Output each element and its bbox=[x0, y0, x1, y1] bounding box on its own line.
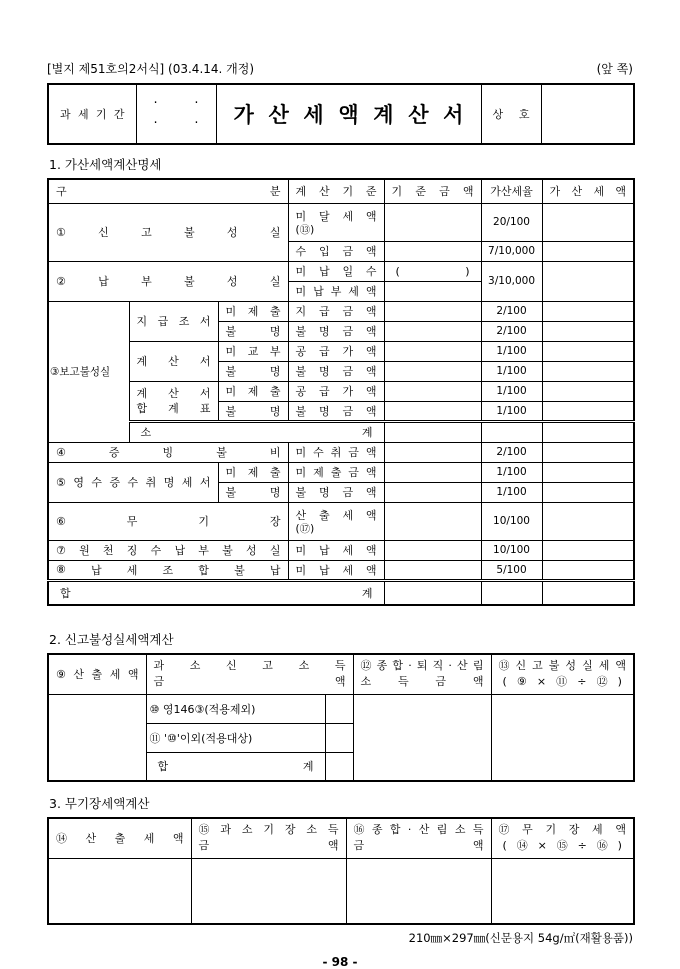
rate-cell: 10/100 bbox=[481, 502, 542, 540]
base-amount-field bbox=[384, 560, 481, 580]
calc-basis-cell: 불 명 금 액 bbox=[288, 482, 384, 502]
table-header-row bbox=[48, 818, 634, 858]
base-amount-field bbox=[384, 361, 481, 381]
table-header-row bbox=[48, 179, 634, 203]
col-header-total-income: ⑫ 종 합 · 퇴 직 · 산 림 소 득 금 액 bbox=[353, 654, 491, 694]
no-bookkeeping-calc-table bbox=[47, 817, 635, 925]
business-name-label: 상 호 bbox=[492, 108, 530, 121]
form-sheet bbox=[47, 0, 633, 969]
calc-basis-cell: 공 급 가 액 bbox=[288, 381, 384, 401]
table-row bbox=[48, 301, 634, 321]
rate-cell: 2/100 bbox=[481, 301, 542, 321]
penalty-amount-field bbox=[542, 502, 634, 540]
paper-spec-note: 210㎜×297㎜(신문용지 54g/㎡(재활용품)) bbox=[408, 931, 633, 945]
tax-period-dots-line1: · · bbox=[153, 96, 199, 111]
rate-cell: 1/100 bbox=[481, 401, 542, 421]
underreporting-penalty-field bbox=[491, 694, 634, 781]
type-label: 미 제 출 bbox=[218, 462, 288, 482]
col-header-computed-tax: ⑨ 산 출 세 액 bbox=[48, 654, 146, 694]
page-side-label: (앞 쪽) bbox=[596, 62, 633, 76]
tax-period-label: 과 세 기 간 bbox=[60, 108, 125, 121]
rate-cell: 7/10,000 bbox=[481, 241, 542, 261]
penalty-amount-field bbox=[542, 442, 634, 462]
base-amount-field bbox=[384, 421, 481, 442]
computed-tax-field bbox=[48, 694, 146, 781]
rate-cell: 1/100 bbox=[481, 482, 542, 502]
penalty-amount-field bbox=[542, 301, 634, 321]
base-amount-field bbox=[384, 540, 481, 560]
col-header-rate: 가산세율 bbox=[481, 179, 542, 203]
table-row bbox=[48, 381, 634, 401]
table-row bbox=[48, 502, 634, 540]
penalty-amount-field bbox=[542, 341, 634, 361]
penalty-amount-field bbox=[542, 321, 634, 341]
tax-period-dots-line2: · · bbox=[153, 116, 199, 131]
rate-cell: 10/100 bbox=[481, 540, 542, 560]
table-row bbox=[48, 694, 634, 723]
col-header-underreporting-penalty: ⑬ 신 고 불 성 실 세 액 ( ⑨ × ⑪ ÷ ⑫ ) bbox=[491, 654, 634, 694]
calc-basis-cell: 불 명 금 액 bbox=[288, 401, 384, 421]
type-label: 미 제 출 bbox=[218, 301, 288, 321]
table-header-row bbox=[48, 654, 634, 694]
row-label-no-bookkeeping: ⑥ 무 기 장 bbox=[48, 502, 288, 540]
rate-cell bbox=[481, 580, 542, 605]
type-label: 미 교 부 bbox=[218, 341, 288, 361]
base-amount-field bbox=[384, 321, 481, 341]
base-amount-field bbox=[384, 580, 481, 605]
underreporting-calc-table bbox=[47, 653, 635, 782]
row-label-applicable: ⑪ '⑩'이외(적용대상) bbox=[146, 723, 325, 752]
base-amount-field bbox=[384, 401, 481, 421]
col-header-category: 구 분 bbox=[48, 179, 288, 203]
base-amount-field bbox=[384, 241, 481, 261]
form-title: 가 산 세 액 계 산 서 bbox=[233, 103, 464, 127]
row-label-missing-evidence: ④ 증 빙 불 비 bbox=[48, 442, 288, 462]
type-label: 불 명 bbox=[218, 321, 288, 341]
tax-period-value-cell bbox=[136, 84, 216, 144]
calc-basis-cell: 산 출 세 액 (⑰) bbox=[288, 502, 384, 540]
table-row bbox=[48, 560, 634, 580]
subtotal-label: 합 계 bbox=[146, 752, 325, 781]
rate-cell: 1/100 bbox=[481, 341, 542, 361]
total-income-field bbox=[346, 858, 491, 924]
table-row bbox=[48, 341, 634, 361]
form-header-table bbox=[47, 83, 635, 145]
col-header-unrecorded-income: ⑮ 과 소 기 장 소 득 금 액 bbox=[191, 818, 346, 858]
penalty-amount-field bbox=[542, 421, 634, 442]
rate-cell bbox=[481, 421, 542, 442]
table-row bbox=[48, 462, 634, 482]
col-header-calc-basis: 계 산 기 준 bbox=[288, 179, 384, 203]
amount-field bbox=[325, 723, 353, 752]
base-amount-field bbox=[384, 301, 481, 321]
row-label-receipt-statement: ⑤ 영 수 증 수 취 명 세 서 bbox=[48, 462, 218, 502]
base-amount-field bbox=[384, 442, 481, 462]
base-amount-field bbox=[384, 482, 481, 502]
section2-heading: 2. 신고불성실세액계산 bbox=[49, 632, 174, 647]
calc-basis-cell: 공 급 가 액 bbox=[288, 341, 384, 361]
row-label-exempt: ⑩ 영146③(적용제외) bbox=[146, 694, 325, 723]
rate-cell: 2/100 bbox=[481, 442, 542, 462]
business-name-label-cell bbox=[481, 84, 541, 144]
calc-basis-cell: 미 납 부 세 액 bbox=[288, 281, 384, 301]
calc-basis-cell: 미 수 취 금 액 bbox=[288, 442, 384, 462]
row-label-tax-association: ⑧ 납 세 조 합 불 납 bbox=[48, 560, 288, 580]
business-name-field bbox=[541, 84, 634, 144]
penalty-amount-field bbox=[542, 361, 634, 381]
rate-cell: 2/100 bbox=[481, 321, 542, 341]
penalty-amount-field bbox=[542, 482, 634, 502]
col-header-no-bookkeeping-penalty: ⑰ 무 기 장 세 액 ( ⑭ × ⑮ ÷ ⑯ ) bbox=[491, 818, 634, 858]
subtotal-label: 소 계 bbox=[129, 421, 384, 442]
penalty-amount-field bbox=[542, 560, 634, 580]
group-label-payment-record: 지 급 조 서 bbox=[129, 301, 218, 341]
penalty-amount-field bbox=[542, 540, 634, 560]
penalty-detail-table bbox=[47, 178, 635, 606]
base-amount-field bbox=[384, 203, 481, 241]
table-row bbox=[48, 261, 634, 281]
penalty-amount-field bbox=[542, 462, 634, 482]
calc-basis-cell: 수 입 금 액 bbox=[288, 241, 384, 261]
col-header-penalty-amount: 가 산 세 액 bbox=[542, 179, 634, 203]
table-row bbox=[48, 540, 634, 560]
section3-heading: 3. 무기장세액계산 bbox=[49, 796, 150, 811]
row-label-underreporting: ① 신 고 불 성 실 bbox=[48, 203, 288, 261]
penalty-amount-field bbox=[542, 580, 634, 605]
base-amount-field: ( ) bbox=[384, 261, 481, 281]
form-reference: [별지 제51호의2서식] (03.4.14. 개정) bbox=[47, 62, 255, 76]
total-label: 합 계 bbox=[48, 580, 384, 605]
amount-field bbox=[325, 694, 353, 723]
amount-field bbox=[325, 752, 353, 781]
rate-cell: 1/100 bbox=[481, 381, 542, 401]
section1-heading: 1. 가산세액계산명세 bbox=[49, 157, 162, 172]
no-bookkeeping-penalty-field bbox=[491, 858, 634, 924]
calc-basis-cell: 불 명 금 액 bbox=[288, 321, 384, 341]
row-label-withholding-failure: ⑦ 원 천 징 수 납 부 불 성 실 bbox=[48, 540, 288, 560]
base-amount-field bbox=[384, 341, 481, 361]
tax-period-label-cell bbox=[48, 84, 136, 144]
rate-cell: 20/100 bbox=[481, 203, 542, 241]
penalty-amount-field bbox=[542, 241, 634, 261]
row-label-nonpayment: ② 납 부 불 성 실 bbox=[48, 261, 288, 301]
calc-basis-cell: 불 명 금 액 bbox=[288, 361, 384, 381]
base-amount-field bbox=[384, 281, 481, 301]
penalty-amount-field bbox=[542, 401, 634, 421]
calc-basis-cell: 미 납 세 액 bbox=[288, 540, 384, 560]
subtotal-row bbox=[48, 421, 634, 442]
type-label: 불 명 bbox=[218, 361, 288, 381]
table-row bbox=[48, 858, 634, 924]
base-amount-field bbox=[384, 381, 481, 401]
top-notes bbox=[47, 60, 633, 77]
calc-basis-cell: 미 제 출 금 액 bbox=[288, 462, 384, 482]
rate-cell: 1/100 bbox=[481, 462, 542, 482]
rate-cell: 5/100 bbox=[481, 560, 542, 580]
form-title-cell bbox=[216, 84, 481, 144]
penalty-amount-field bbox=[542, 381, 634, 401]
rate-cell: 1/100 bbox=[481, 361, 542, 381]
table-row bbox=[48, 203, 634, 241]
col-header-total-income: ⑯ 종 합 · 산 림 소 득 금 액 bbox=[346, 818, 491, 858]
page-number: - 98 - bbox=[322, 955, 358, 969]
total-row bbox=[48, 580, 634, 605]
penalty-amount-field bbox=[542, 261, 634, 301]
col-header-base-amount: 기 준 금 액 bbox=[384, 179, 481, 203]
calc-basis-cell: 미 납 일 수 bbox=[288, 261, 384, 281]
calc-basis-cell: 지 급 금 액 bbox=[288, 301, 384, 321]
total-income-field bbox=[353, 694, 491, 781]
base-amount-field bbox=[384, 462, 481, 482]
table-row bbox=[48, 442, 634, 462]
unrecorded-income-field bbox=[191, 858, 346, 924]
computed-tax-field bbox=[48, 858, 191, 924]
type-label: 불 명 bbox=[218, 482, 288, 502]
type-label: 미 제 출 bbox=[218, 381, 288, 401]
base-amount-field bbox=[384, 502, 481, 540]
calc-basis-cell: 미 달 세 액 (⑬) bbox=[288, 203, 384, 241]
group-label-invoice: 계 산 서 bbox=[129, 341, 218, 381]
col-header-underreported-income: 과 소 신 고 소 득 금 액 bbox=[146, 654, 353, 694]
rate-cell: 3/10,000 bbox=[481, 261, 542, 301]
row-label-report-failure: ③보고불성실 bbox=[48, 301, 129, 442]
calc-basis-cell: 미 납 세 액 bbox=[288, 560, 384, 580]
type-label: 불 명 bbox=[218, 401, 288, 421]
penalty-amount-field bbox=[542, 203, 634, 241]
col-header-computed-tax: ⑭ 산 출 세 액 bbox=[48, 818, 191, 858]
group-label-invoice-summary: 계 산 서 합 계 표 bbox=[129, 381, 218, 421]
